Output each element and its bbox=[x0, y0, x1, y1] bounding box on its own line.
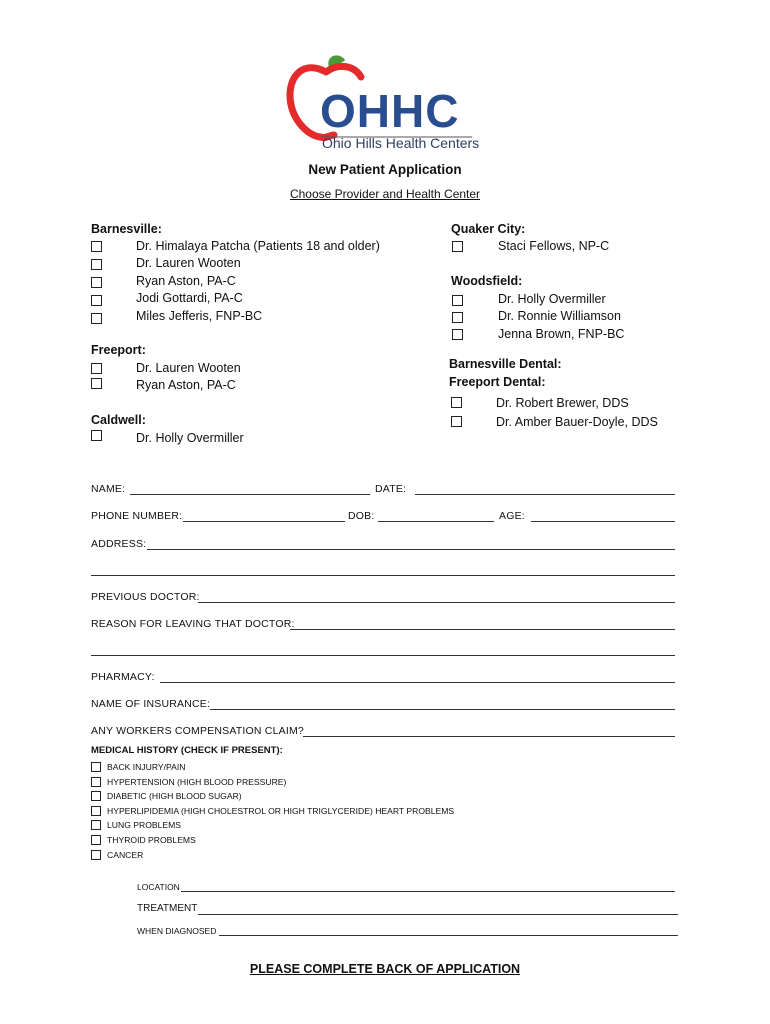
workers-comp-label: ANY WORKERS COMPENSATION CLAIM? bbox=[91, 725, 304, 737]
age-field[interactable] bbox=[531, 521, 675, 522]
condition-label: BACK INJURY/PAIN bbox=[107, 762, 186, 772]
freeport-dental-heading: Freeport Dental: bbox=[449, 375, 546, 389]
medical-history-list bbox=[107, 760, 454, 862]
provider-label: Ryan Aston, PA-C bbox=[136, 273, 236, 288]
condition-label: LUNG PROBLEMS bbox=[107, 820, 182, 831]
provider-label: Dr. Robert Brewer, DDS bbox=[496, 396, 629, 410]
checkbox-lung-problems[interactable] bbox=[91, 820, 101, 830]
dob-label: DOB: bbox=[348, 510, 375, 522]
phone-field[interactable] bbox=[183, 521, 345, 522]
reason-leaving-field[interactable] bbox=[290, 629, 675, 630]
checkbox-freeport-wooten[interactable] bbox=[91, 363, 102, 374]
barnesville-dental-heading: Barnesville Dental: bbox=[449, 357, 562, 371]
condition-label: DIABETIC (HIGH BLOOD SUGAR) bbox=[107, 791, 242, 802]
checkbox-barnesville-wooten[interactable] bbox=[91, 259, 102, 270]
dob-field[interactable] bbox=[378, 521, 494, 522]
barnesville-heading: Barnesville: bbox=[91, 222, 162, 236]
checkbox-diabetic[interactable] bbox=[91, 791, 101, 801]
pharmacy-field[interactable] bbox=[160, 682, 675, 683]
checkbox-hypertension[interactable] bbox=[91, 777, 101, 787]
checkbox-woodsfield-overmiller[interactable] bbox=[452, 295, 463, 306]
checkbox-quaker-fellows[interactable] bbox=[452, 241, 463, 252]
age-label: AGE: bbox=[499, 510, 525, 522]
checkbox-barnesville-jefferis[interactable] bbox=[91, 313, 102, 324]
provider-label: Dr. Lauren Wooten bbox=[136, 361, 241, 375]
dental-provider-list bbox=[496, 394, 658, 432]
woodsfield-heading: Woodsfield: bbox=[451, 274, 523, 288]
provider-label: Dr. Ronnie Williamson bbox=[498, 309, 621, 324]
insurance-field[interactable] bbox=[210, 709, 675, 710]
date-label: DATE: bbox=[375, 483, 407, 495]
logo-brand: OHHC bbox=[320, 85, 460, 137]
previous-doctor-label: PREVIOUS DOCTOR: bbox=[91, 591, 200, 603]
condition-label: HYPERTENSION (HIGH BLOOD PRESSURE) bbox=[107, 776, 287, 787]
date-field[interactable] bbox=[415, 494, 675, 495]
location-label: LOCATION bbox=[137, 882, 180, 892]
provider-label: Dr. Holly Overmiller bbox=[498, 292, 606, 306]
checkbox-dental-bauer-doyle[interactable] bbox=[451, 416, 462, 427]
caldwell-provider-label: Dr. Holly Overmiller bbox=[136, 431, 244, 445]
condition-label: CANCER bbox=[107, 849, 144, 860]
provider-label: Dr. Himalaya Patcha (Patients 18 and older) bbox=[136, 239, 380, 253]
checkbox-caldwell-overmiller[interactable] bbox=[91, 430, 102, 441]
logo-tagline: Ohio Hills Health Centers bbox=[322, 135, 480, 151]
page-title: New Patient Application bbox=[308, 162, 462, 177]
insurance-label: NAME OF INSURANCE: bbox=[91, 698, 211, 710]
page-subtitle bbox=[0, 187, 770, 201]
medical-history-heading: MEDICAL HISTORY (CHECK IF PRESENT): bbox=[91, 745, 283, 756]
woodsfield-provider-list bbox=[498, 291, 624, 343]
address-line-2[interactable] bbox=[91, 575, 675, 576]
checkbox-barnesville-gottardi[interactable] bbox=[91, 295, 102, 306]
address-label: ADDRESS: bbox=[91, 538, 147, 550]
previous-doctor-field[interactable] bbox=[198, 602, 675, 603]
phone-label: PHONE NUMBER: bbox=[91, 510, 183, 522]
condition-label: HYPERLIPIDEMIA (HIGH CHOLESTROL OR HIGH TRIGLYCERIDE) HEART PROBLEMS bbox=[107, 805, 455, 816]
treatment-label: TREATMENT bbox=[137, 903, 198, 914]
provider-label: Miles Jefferis, FNP-BC bbox=[136, 308, 263, 323]
when-diagnosed-label: WHEN DIAGNOSED bbox=[137, 926, 217, 936]
name-field[interactable] bbox=[130, 494, 370, 495]
condition-label: THYROID PROBLEMS bbox=[107, 834, 196, 845]
freeport-heading: Freeport: bbox=[91, 343, 146, 357]
provider-label: Dr. Lauren Wooten bbox=[136, 256, 241, 271]
checkbox-cancer[interactable] bbox=[91, 850, 101, 860]
footer-note bbox=[0, 962, 770, 976]
checkbox-thyroid-problems[interactable] bbox=[91, 835, 101, 845]
provider-label: Dr. Amber Bauer-Doyle, DDS bbox=[496, 415, 658, 429]
provider-label: Ryan Aston, PA-C bbox=[136, 378, 236, 393]
location-field[interactable] bbox=[181, 891, 675, 892]
checkbox-hyperlipidemia[interactable] bbox=[91, 806, 101, 816]
barnesville-provider-list bbox=[136, 238, 380, 325]
workers-comp-field[interactable] bbox=[303, 736, 675, 737]
quaker-provider-label: Staci Fellows, NP-C bbox=[498, 239, 610, 253]
checkbox-barnesville-aston[interactable] bbox=[91, 277, 102, 288]
quaker-city-heading: Quaker City: bbox=[451, 222, 526, 236]
checkbox-back-injury[interactable] bbox=[91, 762, 101, 772]
name-label: NAME: bbox=[91, 483, 126, 495]
pharmacy-label: PHARMACY: bbox=[91, 671, 155, 683]
treatment-field[interactable] bbox=[198, 914, 678, 915]
checkbox-dental-brewer[interactable] bbox=[451, 397, 462, 408]
subtitle-text: Choose Provider and Health Center bbox=[289, 187, 481, 201]
when-diagnosed-field[interactable] bbox=[219, 935, 678, 936]
checkbox-freeport-aston[interactable] bbox=[91, 378, 102, 389]
reason-leaving-line-2[interactable] bbox=[91, 655, 675, 656]
freeport-provider-list bbox=[136, 360, 241, 395]
footer-text: PLEASE COMPLETE BACK OF APPLICATION bbox=[249, 962, 521, 976]
provider-label: Jenna Brown, FNP-BC bbox=[498, 326, 625, 341]
reason-leaving-label: REASON FOR LEAVING THAT DOCTOR: bbox=[91, 618, 295, 630]
checkbox-barnesville-patcha[interactable] bbox=[91, 241, 102, 252]
checkbox-woodsfield-brown[interactable] bbox=[452, 329, 463, 340]
checkbox-woodsfield-williamson[interactable] bbox=[452, 312, 463, 323]
address-field[interactable] bbox=[147, 549, 675, 550]
provider-label: Jodi Gottardi, PA-C bbox=[136, 291, 243, 306]
caldwell-heading: Caldwell: bbox=[91, 413, 146, 427]
